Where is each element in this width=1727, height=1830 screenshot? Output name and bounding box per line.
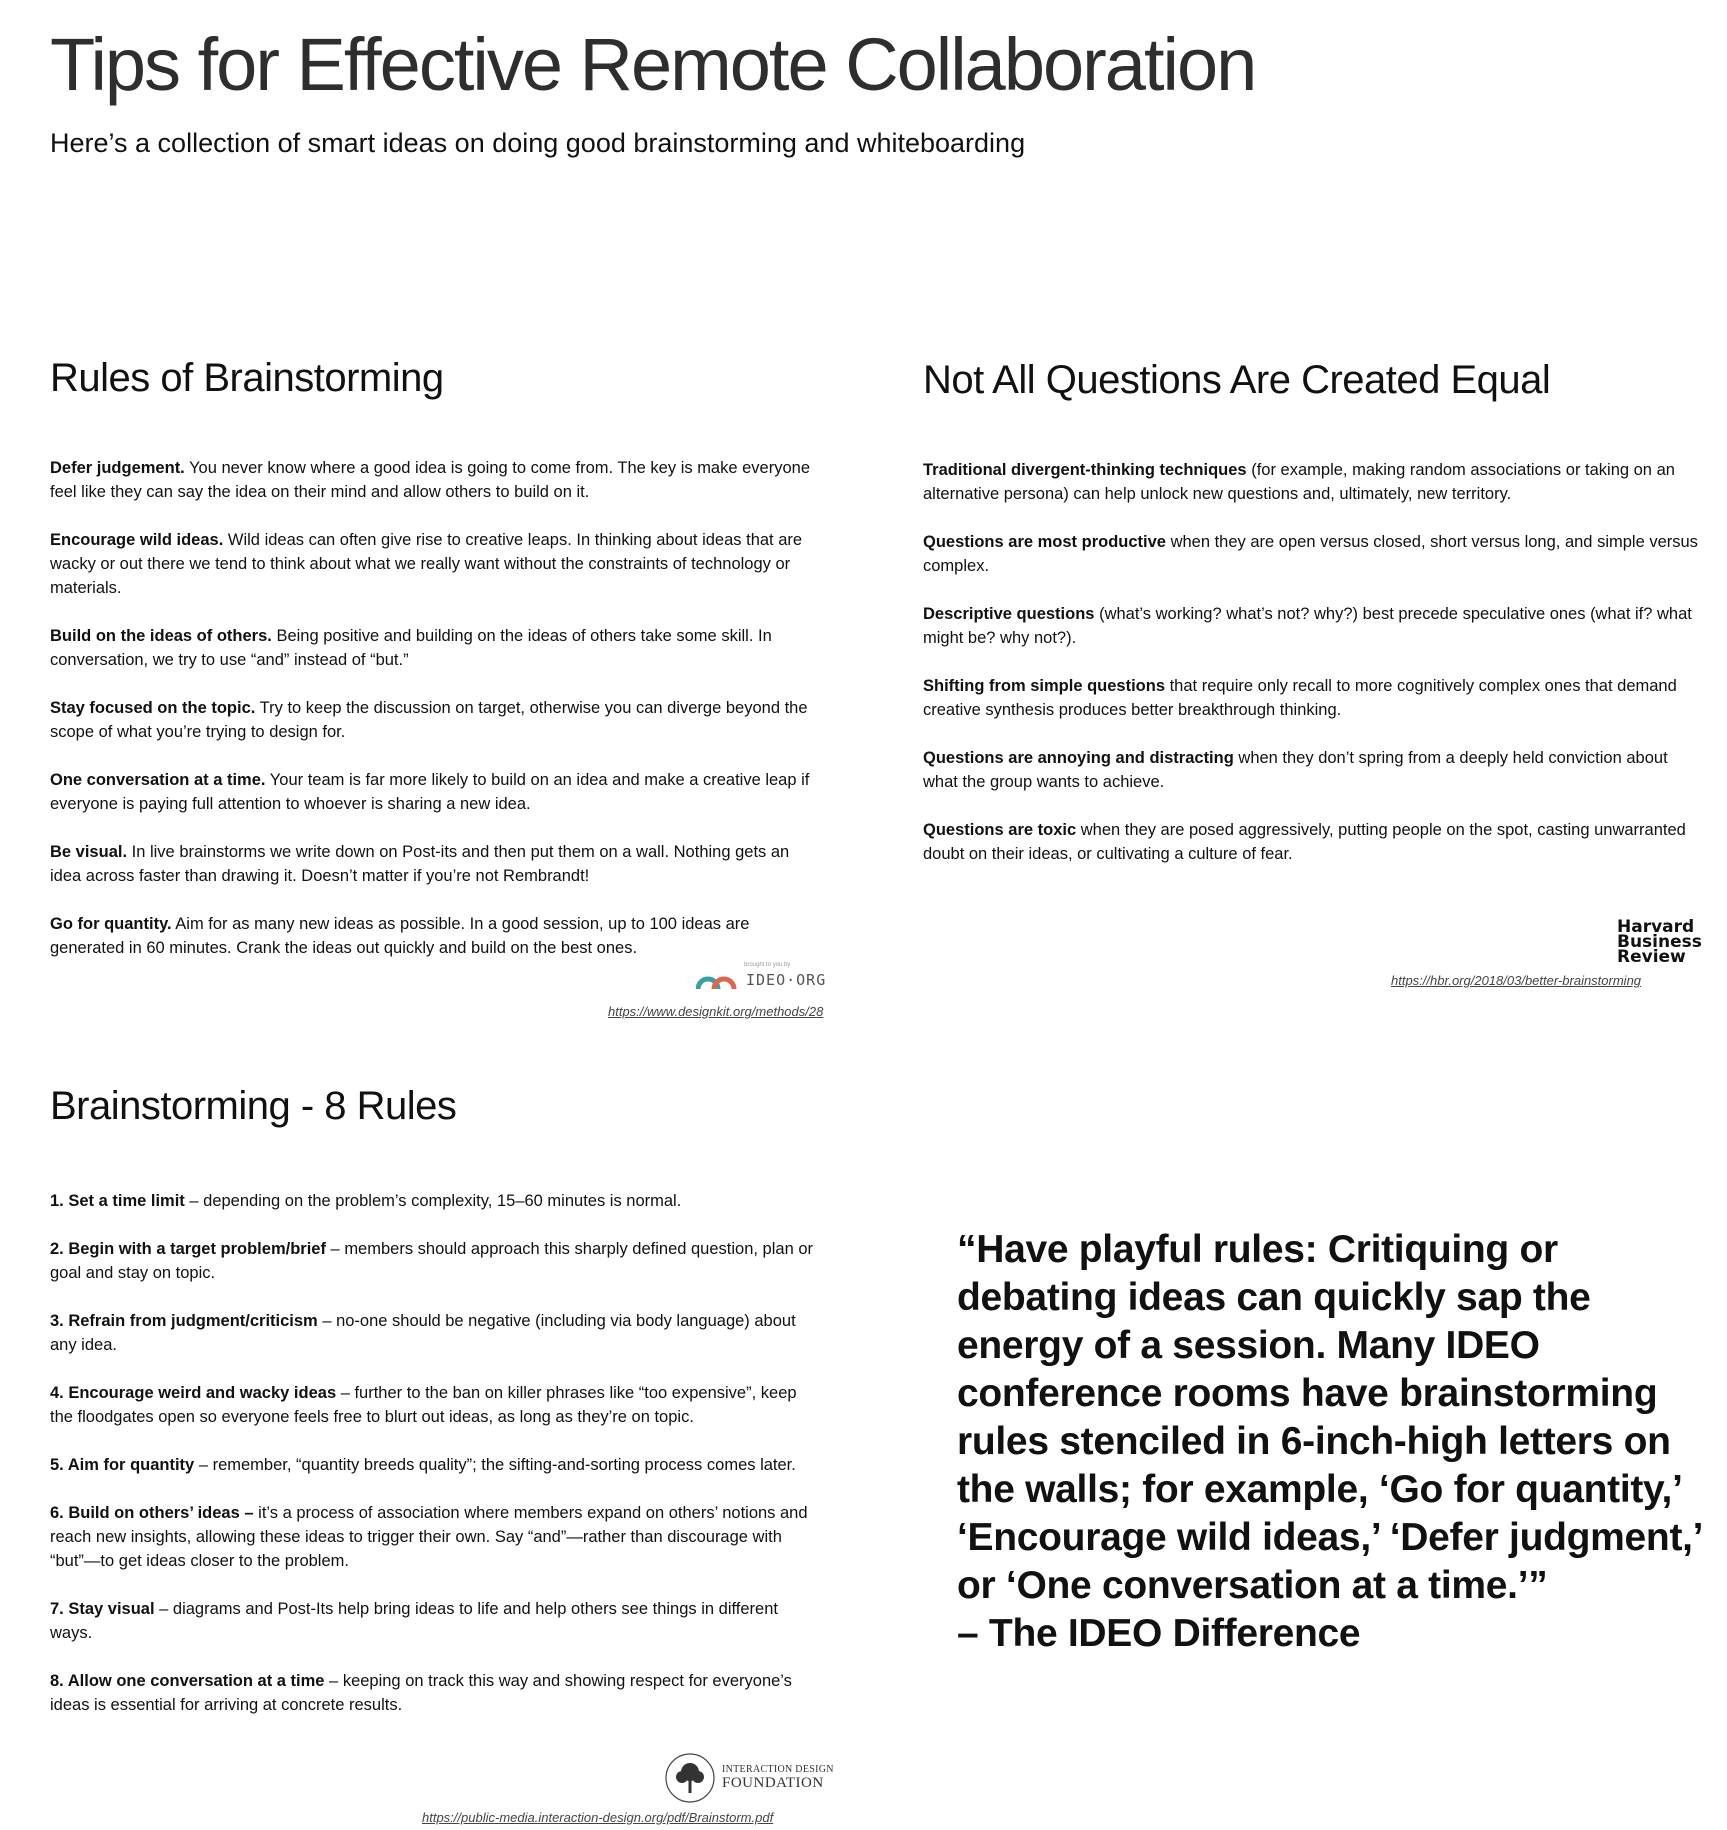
hbr-logo bbox=[1617, 917, 1702, 967]
question-item-lead: Shifting from simple questions bbox=[923, 677, 1166, 695]
eight-rule-item-lead: 3. Refrain from judgment/criticism bbox=[50, 1312, 318, 1330]
question-item-body: when they are posed aggressively, putting people on the spot, casting unwarranted doubt on their ideas, or cultivating a culture of fear. bbox=[923, 821, 1686, 863]
hbr-link[interactable]: https://hbr.org/2018/03/better-brainstorming bbox=[1391, 973, 1642, 988]
rule-item-lead: Defer judgement. bbox=[50, 459, 185, 477]
rule-item bbox=[50, 768, 820, 816]
designkit-link[interactable]: https://www.designkit.org/methods/28 bbox=[608, 1004, 824, 1019]
question-item bbox=[923, 602, 1701, 650]
rule-item bbox=[50, 912, 820, 960]
eight-rules-list bbox=[50, 1189, 820, 1741]
eight-rule-item bbox=[50, 1189, 820, 1213]
eight-rule-item-lead: 7. Stay visual bbox=[50, 1600, 155, 1618]
hbr-logo-line: Review bbox=[1617, 947, 1686, 967]
question-item bbox=[923, 746, 1701, 794]
ideo-quote bbox=[957, 1226, 1727, 1658]
eight-rule-item-body: – no-one should be negative (including via body language) about any idea. bbox=[50, 1312, 796, 1354]
question-item-lead: Questions are toxic bbox=[923, 821, 1077, 839]
question-item bbox=[923, 530, 1701, 578]
quote-text: “Have playful rules: Critiquing or debating ideas can quickly sap the energy of a session. Many IDEO conference rooms have brainstorming rules stenciled in 6-inch-high letters on the walls; for example, ‘Go for quantity,’ ‘Encourage wild ideas,’ ‘Defer judgment,’ or ‘One conversation at a time.’” bbox=[957, 1228, 1702, 1607]
eight-rule-item bbox=[50, 1453, 820, 1477]
rule-item-lead: Encourage wild ideas. bbox=[50, 531, 224, 549]
question-item-lead: Questions are most productive bbox=[923, 533, 1166, 551]
question-item bbox=[923, 674, 1701, 722]
eight-rules-title: Brainstorming - 8 Rules bbox=[50, 1084, 457, 1128]
eight-rule-item-body: – further to the ban on killer phrases like “too expensive”, keep the floodgates open so everyone feels free to blurt out ideas, as long as they’re on topic. bbox=[50, 1384, 797, 1426]
eight-rule-item bbox=[50, 1669, 820, 1717]
eight-rule-item-body: – keeping on track this way and showing respect for everyone’s ideas is essential for arriving at concrete results. bbox=[50, 1672, 792, 1714]
questions-title: Not All Questions Are Created Equal bbox=[923, 358, 1551, 402]
question-item-lead: Questions are annoying and distracting bbox=[923, 749, 1234, 767]
question-item-lead: Traditional divergent-thinking techniques bbox=[923, 461, 1247, 479]
rule-item bbox=[50, 840, 820, 888]
eight-rule-item-lead: 6. Build on others’ ideas – bbox=[50, 1504, 254, 1522]
eight-rule-item-body: – depending on the problem’s complexity, 15–60 minutes is normal. bbox=[184, 1192, 682, 1210]
question-item-body: when they are open versus closed, short versus long, and simple versus complex. bbox=[923, 533, 1698, 575]
hbr-logo-line: Business bbox=[1617, 932, 1702, 952]
rule-item-body: Try to keep the discussion on target, otherwise you can diverge beyond the scope of what you’re trying to design for. bbox=[50, 699, 808, 741]
question-item bbox=[923, 818, 1701, 866]
eight-rule-item-body: it’s a process of association where members expand on others’ notions and reach new insights, allowing these ideas to trigger their own. Say “and”—rather than discourage with “but”—to get ideas closer to the problem. bbox=[50, 1504, 808, 1570]
idf-logo bbox=[664, 1752, 834, 1804]
rules-of-brainstorming-title: Rules of Brainstorming bbox=[50, 356, 444, 400]
idf-logo-line2: FOUNDATION bbox=[722, 1775, 824, 1791]
rule-item bbox=[50, 624, 820, 672]
eight-rule-item bbox=[50, 1381, 820, 1429]
eight-rule-item bbox=[50, 1309, 820, 1357]
rule-item bbox=[50, 456, 820, 504]
eight-rule-item-body: – diagrams and Post-Its help bring ideas to life and help others see things in different ways. bbox=[50, 1600, 778, 1642]
eight-rule-item-lead: 5. Aim for quantity bbox=[50, 1456, 195, 1474]
eight-rule-item-lead: 2. Begin with a target problem/brief bbox=[50, 1240, 326, 1258]
rule-item-lead: Go for quantity. bbox=[50, 915, 172, 933]
question-item-body: when they don’t spring from a deeply held conviction about what the group wants to achieve. bbox=[923, 749, 1668, 791]
rule-item-body: Aim for as many new ideas as possible. In a good session, up to 100 ideas are generated in 60 minutes. Crank the ideas out quickly and build on the best ones. bbox=[50, 915, 750, 957]
eight-rule-item-lead: 4. Encourage weird and wacky ideas bbox=[50, 1384, 337, 1402]
quote-attribution: – The IDEO Difference bbox=[957, 1612, 1361, 1655]
ideo-org-logo bbox=[696, 962, 827, 990]
rule-item-body: In live brainstorms we write down on Post-its and then put them on a wall. Nothing gets an idea across faster than drawing it. Doesn’t matter if you’re not Rembrandt! bbox=[50, 843, 790, 885]
rule-item-lead: One conversation at a time. bbox=[50, 771, 266, 789]
eight-rule-item-body: – members should approach this sharply defined question, plan or goal and stay on topic. bbox=[50, 1240, 814, 1282]
hbr-logo-line: Harvard bbox=[1617, 917, 1695, 937]
eight-rule-item-lead: 8. Allow one conversation at a time bbox=[50, 1672, 325, 1690]
eight-rule-item bbox=[50, 1597, 820, 1645]
question-item bbox=[923, 458, 1701, 506]
eight-rule-item bbox=[50, 1237, 820, 1285]
rule-item bbox=[50, 528, 820, 600]
rule-item-body: You never know where a good idea is going to come from. The key is make everyone feel like they can say the idea on their mind and allow others to build on it. bbox=[50, 459, 811, 501]
eight-rule-item-body: – remember, “quantity breeds quality”; the sifting-and-sorting process comes later. bbox=[194, 1456, 796, 1474]
questions-list bbox=[923, 458, 1701, 890]
rule-item-lead: Be visual. bbox=[50, 843, 128, 861]
tree-icon bbox=[664, 1752, 716, 1804]
rule-item-body: Wild ideas can often give rise to creative leaps. In thinking about ideas that are wacky or out there we tend to think about what we really want without the constraints of technology or materials. bbox=[50, 531, 803, 597]
rules-of-brainstorming-list bbox=[50, 456, 820, 984]
ideo-wordmark: IDEO·ORG bbox=[746, 971, 827, 989]
rule-item-body: Your team is far more likely to build on an idea and make a creative leap if everyone is paying full attention to whoever is sharing a new idea. bbox=[50, 771, 810, 813]
page-subtitle: Here’s a collection of smart ideas on doing good brainstorming and whiteboarding bbox=[50, 128, 1026, 158]
page-title: Tips for Effective Remote Collaboration bbox=[50, 23, 1256, 106]
idf-logo-line1: INTERACTION DESIGN bbox=[722, 1764, 834, 1775]
eight-rule-item bbox=[50, 1501, 820, 1573]
rule-item-lead: Build on the ideas of others. bbox=[50, 627, 272, 645]
question-item-body: (what’s working? what’s not? why?) best precede speculative ones (what if? what might be? why not?). bbox=[923, 605, 1692, 647]
ideo-brought-by: brought to you by bbox=[744, 962, 791, 968]
rule-item bbox=[50, 696, 820, 744]
eight-rule-item-lead: 1. Set a time limit bbox=[50, 1192, 185, 1210]
question-item-lead: Descriptive questions bbox=[923, 605, 1095, 623]
idf-link[interactable]: https://public-media.interaction-design.org/pdf/Brainstorm.pdf bbox=[422, 1810, 774, 1825]
ideo-arc-icon bbox=[696, 970, 738, 990]
rule-item-lead: Stay focused on the topic. bbox=[50, 699, 256, 717]
question-item-body: that require only recall to more cognitively complex ones that demand creative synthesis produces better breakthrough thinking. bbox=[923, 677, 1677, 719]
rule-item-body: Being positive and building on the ideas of others take some skill. In conversation, we try to use “and” instead of “but.” bbox=[50, 627, 772, 669]
question-item-body: (for example, making random associations or taking on an alternative persona) can help unlock new questions and, ultimately, new territory. bbox=[923, 461, 1675, 503]
